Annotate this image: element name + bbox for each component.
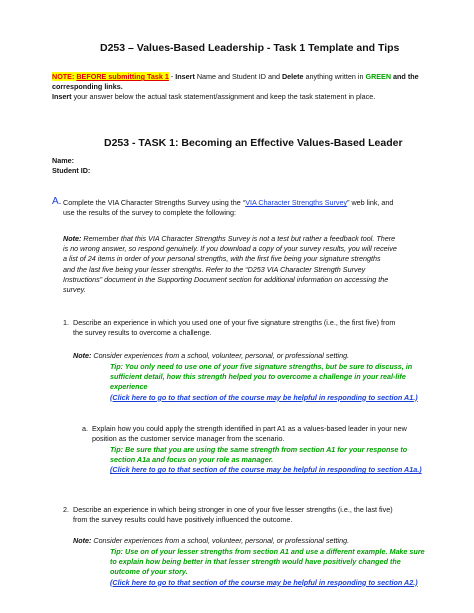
insert-word: Insert (175, 72, 195, 81)
item-2-tip: Tip: Use on of your lesser strengths from section A1 and use a different example. Make sure to explain how being better in that lesser strength would have positively changed the outcome of your story. (Click here to go to that section of the course may be helpful in responding to section A2.) (110, 547, 470, 588)
name-label: Name: (52, 156, 74, 165)
item-1-text: Describe an experience in which you used one of your five signature strengths (i.e., the first five) from the survey results to overcome a challenge. (73, 318, 396, 338)
section-a2-link[interactable]: (Click here to go to that section of the course may be helpful in responding to section A2.) (110, 577, 418, 587)
note-line-2: corresponding links. (52, 82, 123, 92)
item-1a-tip: Tip: Be sure that you are using the same strength from section A1 for your response to section A1a and focus on your role as manager. (Click here to go to that section of the course may be helpful in responding to section A1a.) (110, 445, 470, 476)
item-2-number: 2. (63, 505, 69, 514)
item-2-text: Describe an experience in which being stronger in one of your five lesser strengths (i.e., the last five) from the survey results could have positively influenced the outcome. (73, 505, 393, 525)
item-1-number: 1. (63, 318, 69, 327)
section-a-marker: A. (52, 196, 62, 207)
item-1a-marker: a. (82, 424, 88, 433)
section-a1a-link[interactable]: (Click here to go to that section of the course may be helpful in responding to section A1a.) (110, 465, 422, 475)
item-2-note: Note: Consider experiences from a school, volunteer, personal, or professional setting. (73, 536, 350, 545)
section-a-note: Note: Remember that this VIA Character Strengths Survey is not a test but rather a feedback tool. There is no wrong answer, so respond genuinely. If you download a copy of your survey results, you will receive a list of 24 items in order of your personal strengths, with the first five being your signature strengths and the last five being your lesser strengths. Refer to the “D253 VIA Character Strength Survey Instructions” document in the Supporting Document section for additional information on accessing the survey. (63, 234, 397, 295)
note-line-3: Insert your answer below the actual task statement/assignment and keep the task statement in place. (52, 92, 376, 102)
item-1-note: Note: Consider experiences from a school, volunteer, personal, or professional setting. (73, 351, 350, 360)
green-word: GREEN (365, 72, 392, 81)
note-label-a: Note: (63, 234, 82, 243)
section-a1-link[interactable]: (Click here to go to that section of the course may be helpful in responding to section A1.) (110, 392, 418, 402)
item-1a-text: Explain how you could apply the strength identified in part A1 as a values-based leader in your new position as the customer service manager from the scenario. (92, 424, 407, 444)
note-block (52, 72, 452, 103)
note-line-1: NOTE: BEFORE submitting Task 1 - Insert Name and Student ID and Delete anything written in GREEN and the (52, 72, 419, 81)
note-label: NOTE: (52, 72, 75, 81)
student-id-label: Student ID: (52, 166, 91, 175)
page-title: D253 – Values-Based Leadership - Task 1 Template and Tips (100, 42, 400, 54)
task-heading: D253 - TASK 1: Becoming an Effective Values-Based Leader (104, 137, 403, 149)
section-a-instructions: Complete the VIA Character Strengths Survey using the “VIA Character Strengths Survey” web link, and use the results of the survey to complete the following: (63, 198, 394, 218)
item-1-tip: Tip: You only need to use one of your five signature strengths, but be sure to discuss, in sufficient detail, how this strength helped you to overcome a challenge in your real-life experience (Click here to go to that section of the course may be helpful in responding to section A1.) (110, 362, 470, 403)
via-survey-link[interactable]: VIA Character Strengths Survey (245, 198, 348, 207)
delete-word: Delete (281, 72, 304, 81)
before-submitting-label: BEFORE submitting Task 1 (76, 72, 169, 81)
